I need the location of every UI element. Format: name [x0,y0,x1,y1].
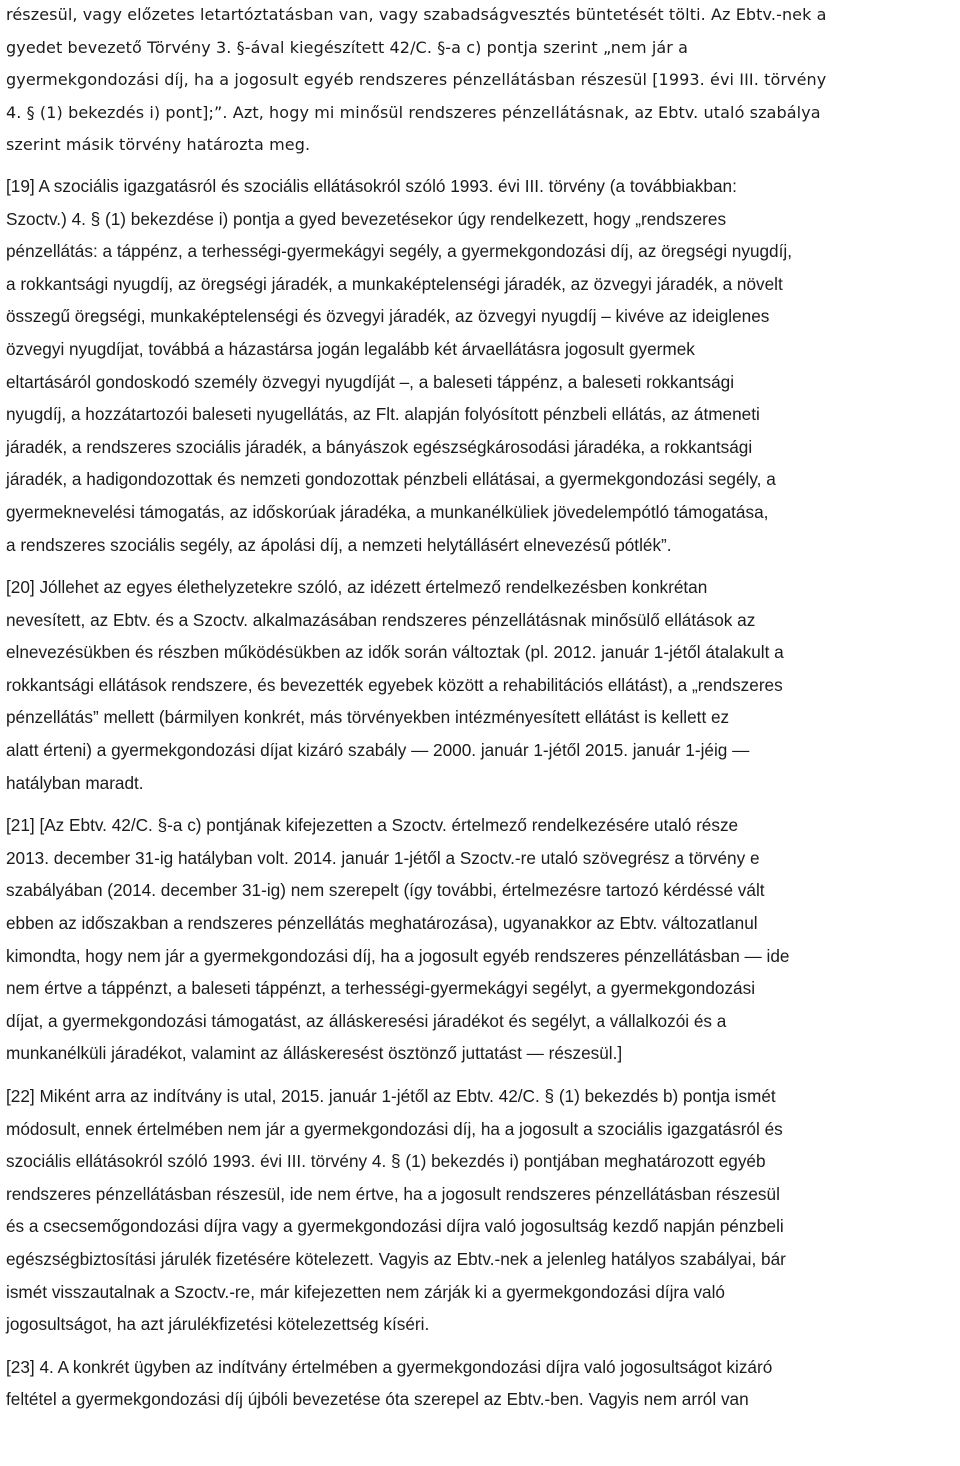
text-line: 4. § (1) bekezdés i) pont];”. Azt, hogy mi minősül rendszeres pénzellátásnak, az Ebtv. utaló szabálya [6,102,821,122]
text-line: díjat, a gyermekgondozási támogatást, az álláskeresési járadékot és segélyt, a vállalkozói és a [6,1010,727,1031]
text-line: feltétel a gyermekgondozási díj újbóli bevezetése óta szerepel az Ebtv.-ben. Vagyis nem arról van [6,1389,749,1410]
paragraph-spacer [6,799,956,809]
text-line: kimondta, hogy nem jár a gyermekgondozási díj, ha a jogosult egyéb rendszeres pénzellátásban — ide [6,945,790,966]
text-line: gyermekgondozási díj, ha a jogosult egyéb rendszeres pénzellátásban részesül [1993. évi III. törvény [6,70,827,90]
text-line: rendszeres pénzellátásban részesül, ide nem értve, ha a jogosult rendszeres pénzellátásban részesül [6,1183,780,1204]
paragraph-20 [6,571,956,799]
text-line: gyedet bevezető Törvény 3. §-ával kiegészített 42/C. §-a c) pontja szerint „nem jár a [6,37,689,57]
paragraph-21 [6,809,956,1070]
text-line: hatályban maradt. [6,772,144,793]
text-line: [23] 4. A konkrét ügyben az indítvány értelmében a gyermekgondozási díjra való jogosultságot kizáró [6,1356,773,1377]
paragraph-spacer [6,1070,956,1080]
text-line: összegű öregségi, munkaképtelenségi és özvegyi járadék, az özvegyi nyugdíj – kivéve az ideiglenes [6,306,770,327]
text-line: eltartásáról gondoskodó személy özvegyi nyugdíját –, a baleseti táppénz, a baleseti rokkantsági [6,371,735,392]
text-line: özvegyi nyugdíjat, továbbá a házastársa jogán legalább két árvaellátásra jogosult gyermek [6,338,695,359]
text-line: járadék, a rendszeres szociális járadék, a bányászok egészségkárosodási járadéka, a rokkantsági [6,436,753,457]
document-page [6,0,956,1416]
text-line: ismét visszautalnak a Szoctv.-re, már kifejezetten nem zárják ki a gyermekgondozási díjra való [6,1281,725,1302]
text-line: a rendszeres szociális segély, az ápolási díj, a nemzeti helytállásért elnevezésű pótlék”. [6,534,672,555]
text-line: nem értve a táppénzt, a baleseti táppénzt, a terhességi-gyermekágyi segélyt, a gyermekgondozási [6,978,756,999]
text-line: pénzellátás” mellett (bármilyen konkrét, más törvényekben intézményesített ellátást is kellett ez [6,707,730,728]
text-line: és a csecsemőgondozási díjra vagy a gyermekgondozási díjra való jogosultság kezdő napján pénzbeli [6,1216,784,1237]
text-line: szabályában (2014. december 31-ig) nem szerepelt (így további, értelmezésre tartozó kérdéssé vált [6,880,765,901]
text-line: [19] A szociális igazgatásról és szociális ellátásokról szóló 1993. évi III. törvény (a továbbiakban: [6,175,737,196]
text-line: egészségbiztosítási járulék fizetésére kötelezett. Vagyis az Ebtv.-nek a jelenleg hatályos szabályai, bár [6,1248,786,1269]
text-line: járadék, a hadigondozottak és nemzeti gondozottak pénzbeli ellátásai, a gyermekgondozási segély, a [6,469,776,490]
text-line: rokkantsági ellátások rendszere, és bevezették egyebek között a rehabilitációs ellátást), a „rendszeres [6,674,783,695]
text-line: jogosultságot, ha azt járulékfizetési kötelezettség kíséri. [6,1314,430,1335]
paragraph-22 [6,1080,956,1341]
text-line: alatt érteni) a gyermekgondozási díjat kizáró szabály — 2000. január 1-jétől 2015. január 1-jéig — [6,740,750,761]
text-line: nevesített, az Ebtv. és a Szoctv. alkalmazásában rendszeres pénzellátásnak minősülő ellátások az [6,609,756,630]
text-line: [22] Miként arra az indítvány is utal, 2015. január 1-jétől az Ebtv. 42/C. § (1) bekezdés b) pontja ismét [6,1086,776,1106]
text-line: munkanélküli járadékot, valamint az álláskeresést ösztönző juttatást — részesül.] [6,1043,623,1064]
paragraph-23 [6,1351,956,1416]
text-line: nyugdíj, a hozzátartozói baleseti nyugellátás, az Flt. alapján folyósított pénzbeli ellátás, az átmeneti [6,404,760,425]
text-line: szociális ellátásokról szóló 1993. évi III. törvény 4. § (1) bekezdés i) pontjában meghatározott egyéb [6,1151,766,1172]
text-line: [21] [Az Ebtv. 42/C. §-a c) pontjának kifejezetten a Szoctv. értelmező rendelkezésére utaló része [6,815,739,836]
text-line: módosult, ennek értelmében nem jár a gyermekgondozási díj, ha a jogosult a szociális igazgatásról és [6,1118,783,1139]
paragraph-19 [6,170,956,561]
text-line: gyermeknevelési támogatás, az időskorúak járadéka, a munkanélküliek jövedelempótló támogatása, [6,501,769,522]
paragraph-spacer [6,561,956,571]
text-line: pénzellátás: a táppénz, a terhességi-gyermekágyi segély, a gyermekgondozási díj, az öregségi nyugdíj, [6,241,792,262]
text-line: részesül, vagy előzetes letartóztatásban van, vagy szabadságvesztés büntetését tölti. Az Ebtv.-nek a [6,5,827,24]
text-line: szerint másik törvény határozta meg. [6,135,311,155]
paragraph-intro [6,0,956,162]
text-line: [20] Jóllehet az egyes élethelyzetekre szóló, az idézett értelmező rendelkezésben konkrétan [6,577,708,598]
text-line: ebben az időszakban a rendszeres pénzellátás meghatározása), ugyanakkor az Ebtv. változatlanul [6,913,758,934]
paragraph-spacer [6,162,956,170]
paragraph-spacer [6,1341,956,1351]
text-line: 2013. december 31-ig hatályban volt. 2014. január 1-jétől a Szoctv.-re utaló szövegrész a törvény e [6,847,760,868]
text-line: elnevezésükben és részben működésükben az idők során változtak (pl. 2012. január 1-jétől átalakult a [6,642,784,663]
text-line: Szoctv.) 4. § (1) bekezdése i) pontja a gyed bevezetésekor úgy rendelkezett, hogy „rendszeres [6,208,727,229]
text-line: a rokkantsági nyugdíj, az öregségi járadék, a munkaképtelenségi járadék, az özvegyi járadék, a növelt [6,273,783,294]
